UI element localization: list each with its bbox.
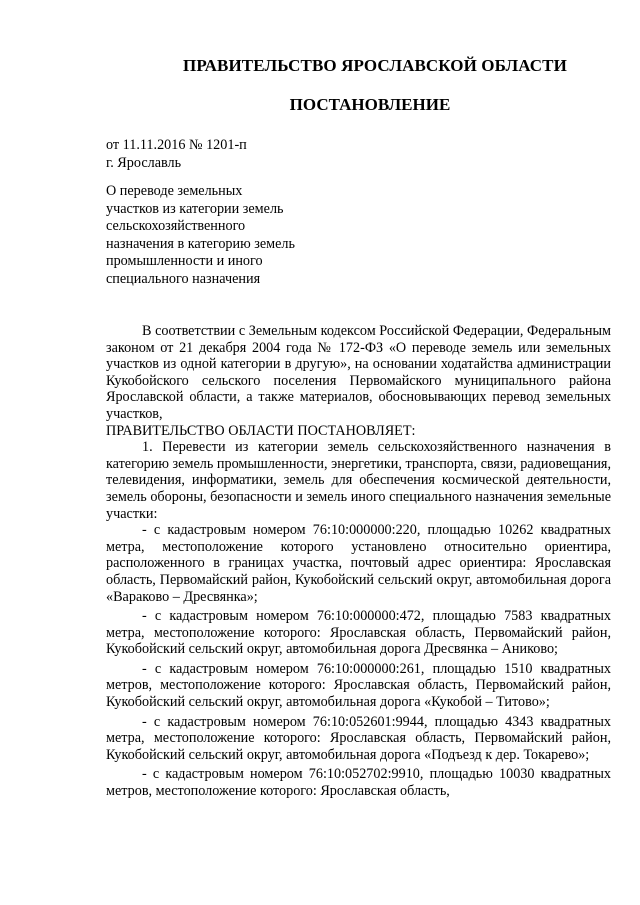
land-plot-item: - с кадастровым номером 76:10:000000:472, площадью 7583 квадратных метра, местоположение которого: Ярославская область, Первомайский район, Кукобойский сельский округ, автомобильная дорога Дресвянка – Аниково; <box>106 608 611 658</box>
document-type: ПОСТАНОВЛЕНИЕ <box>289 95 451 114</box>
subject-line: сельскохозяйственного <box>106 218 246 235</box>
subject-line: участков из категории земель <box>106 200 284 217</box>
subject-line: специального назначения <box>106 270 261 287</box>
subject-line: О переводе земельных <box>106 183 243 199</box>
document-subject <box>106 183 295 289</box>
land-plot-item: - с кадастровым номером 76:10:052601:9944, площадью 4343 квадратных метра, местоположение которого: Ярославская область, Первомайский район, Кукобойский сельский округ, автомобильная дорога «Подъезд к дер. Токарево»; <box>106 713 611 763</box>
directive-line: ПРАВИТЕЛЬСТВО ОБЛАСТИ ПОСТАНОВЛЯЕТ: <box>106 422 416 439</box>
subject-line: назначения в категорию земель <box>106 235 295 252</box>
document-body <box>106 323 611 803</box>
preamble-paragraph: В соответствии с Земельным кодексом Российской Федерации, Федеральным законом от 21 декабря 2004 года № 172-ФЗ «О переводе земель или земельных участков из одной категории в другую», на основании ходатайства администрации Кукобойского сельского поселения Первомайского муниципального района Ярославской области, а также материалов, обосновывающих перевод земельных участков, <box>106 323 611 422</box>
land-plot-item: - с кадастровым номером 76:10:052702:9910, площадью 10030 квадратных метров, местоположение которого: Ярославская область, <box>106 766 611 800</box>
government-title: ПРАВИТЕЛЬСТВО ЯРОСЛАВСКОЙ ОБЛАСТИ <box>183 56 567 75</box>
document-meta <box>106 136 247 172</box>
land-plot-item: - с кадастровым номером 76:10:000000:220, площадью 10262 квадратных метра, местоположение которого установлено относительно ориентира, расположенного в границах участка, почтовый адрес ориентира: Ярославская область, Первомайский район, Кукобойский сельский округ, автомобильная дорога «Вараково – Дресвянка»; <box>106 522 611 605</box>
date-number: от 11.11.2016 № 1201-п <box>106 137 247 153</box>
land-plot-item: - с кадастровым номером 76:10:000000:261, площадью 1510 квадратных метров, местоположение которого: Ярославская область, Первомайский район, Кукобойский сельский округ, автомобильная дорога «Кукобой – Титово»; <box>106 660 611 711</box>
clause-1: 1. Перевести из категории земель сельскохозяйственного назначения в категорию земель промышленности, энергетики, транспорта, связи, радиовещания, телевидения, информатики, земель для обеспечения космической деятельности, земель обороны, безопасности и земель иного специального назначения земельные участки: <box>106 439 611 522</box>
subject-line: промышленности и иного <box>106 253 263 270</box>
city: г. Ярославль <box>106 155 182 171</box>
